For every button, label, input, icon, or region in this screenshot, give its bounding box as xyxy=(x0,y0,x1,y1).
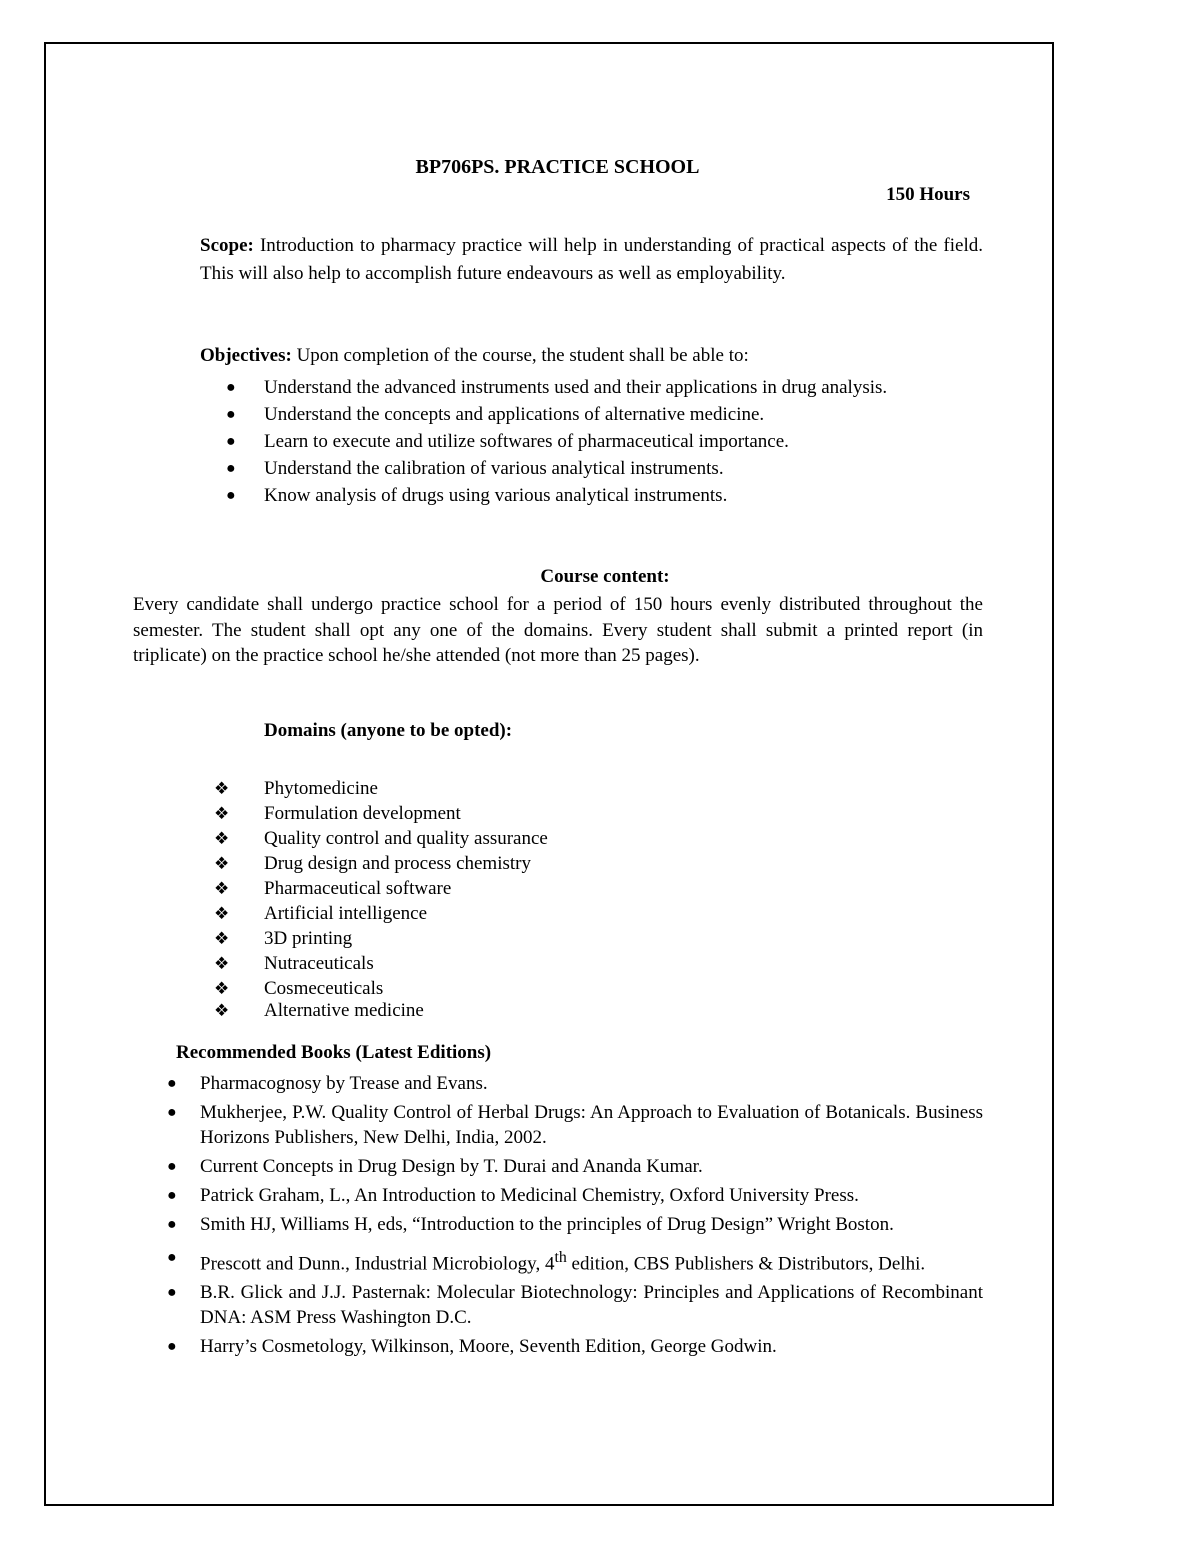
objectives-list xyxy=(226,375,983,510)
list-item: ● Learn to execute and utilize softwares of pharmaceutical importance. xyxy=(226,431,789,452)
scope-label: Scope: xyxy=(200,235,254,256)
course-title: BP706PS. PRACTICE SCHOOL xyxy=(415,156,700,178)
diamond-bullet-icon: ❖ xyxy=(214,854,230,873)
list-item: ● B.R. Glick and J.J. Pasternak: Molecular Biotechnology: Principles and Applications of Recombinant DNA: ASM Press Washington D.C. xyxy=(167,1282,983,1329)
bullet-icon: ● xyxy=(167,1216,177,1233)
domains-list xyxy=(214,776,764,1021)
bullet-icon: ● xyxy=(226,460,236,477)
scope-paragraph xyxy=(200,232,983,288)
diamond-bullet-icon: ❖ xyxy=(214,904,230,923)
list-item: ● Understand the advanced instruments used and their applications in drug analysis. xyxy=(226,377,888,398)
list-item: ● Smith HJ, Williams H, eds, “Introduction to the principles of Drug Design” Wright Boston. xyxy=(167,1214,894,1235)
bullet-icon: ● xyxy=(167,1075,177,1092)
diamond-bullet-icon: ❖ xyxy=(214,779,230,798)
diamond-bullet-icon: ❖ xyxy=(214,804,230,823)
list-item: ❖ Artificial intelligence xyxy=(214,903,428,924)
objectives-intro: Upon completion of the course, the student shall be able to: xyxy=(291,345,749,366)
diamond-bullet-icon: ❖ xyxy=(214,954,230,973)
list-item: ● Harry’s Cosmetology, Wilkinson, Moore, Seventh Edition, George Godwin. xyxy=(167,1336,777,1358)
diamond-bullet-icon: ❖ xyxy=(214,829,230,848)
course-content-heading: Course content: xyxy=(540,566,670,587)
diamond-bullet-icon: ❖ xyxy=(214,979,230,998)
superscript: th xyxy=(554,1249,567,1266)
list-item: ❖ Cosmeceuticals xyxy=(214,978,384,999)
diamond-bullet-icon: ❖ xyxy=(214,929,230,948)
list-item: ● Know analysis of drugs using various analytical instruments. xyxy=(226,485,728,506)
bullet-icon: ● xyxy=(226,379,236,396)
course-content-paragraph: Every candidate shall undergo practice school for a period of 150 hours evenly distributed throughout the semester. The student shall opt any one of the domains. Every student shall submit a printed report (in triplicate) on the practice school he/she attended (not more than 25 pages). xyxy=(133,594,983,666)
bullet-icon: ● xyxy=(167,1284,177,1302)
list-item: ● Understand the calibration of various analytical instruments. xyxy=(226,458,724,479)
list-item: ❖ Drug design and process chemistry xyxy=(214,853,531,874)
recommended-books-heading: Recommended Books (Latest Editions) xyxy=(176,1042,492,1063)
list-item: ● Prescott and Dunn., Industrial Microbiology, 4th edition, CBS Publishers & Distributors, Delhi. xyxy=(200,1245,983,1276)
list-item: ❖ 3D printing xyxy=(214,928,353,949)
list-item: ● Current Concepts in Drug Design by T. Durai and Ananda Kumar. xyxy=(167,1156,703,1177)
diamond-bullet-icon: ❖ xyxy=(214,1001,230,1020)
bullet-icon: ● xyxy=(167,1158,177,1175)
list-item: ● Pharmacognosy by Trease and Evans. xyxy=(167,1073,488,1094)
bullet-icon: ● xyxy=(167,1104,177,1121)
bullet-icon: ● xyxy=(226,406,236,423)
objectives-label: Objectives: xyxy=(200,345,292,366)
bullet-icon: ● xyxy=(167,1338,177,1356)
list-item: ● Mukherjee, P.W. Quality Control of Herbal Drugs: An Approach to Evaluation of Botanicals. Business Horizons Publishers, New Delhi, India, 2002. xyxy=(167,1102,983,1148)
bullet-icon: ● xyxy=(167,1187,177,1204)
bullet-icon: ● xyxy=(226,487,236,504)
list-item: ❖ Formulation development xyxy=(214,803,461,824)
objectives-paragraph xyxy=(200,342,983,370)
list-item: ❖ Quality control and quality assurance xyxy=(214,828,548,849)
scope-text: Introduction to pharmacy practice will help in understanding of practical aspects of the field. This will also help to accomplish future endeavours as well as employability. xyxy=(200,235,983,284)
bullet-icon: ● xyxy=(226,433,236,450)
domains-heading: Domains (anyone to be opted): xyxy=(264,720,513,741)
recommended-books-list xyxy=(167,1071,983,1363)
list-item: ● Patrick Graham, L., An Introduction to Medicinal Chemistry, Oxford University Press. xyxy=(167,1185,859,1206)
diamond-bullet-icon: ❖ xyxy=(214,879,230,898)
list-item: ❖ Alternative medicine xyxy=(214,1000,424,1021)
list-item: ● Understand the concepts and applications of alternative medicine. xyxy=(226,404,765,425)
list-item: ❖ Pharmaceutical software xyxy=(214,878,452,899)
bullet-icon: ● xyxy=(167,1249,177,1266)
course-hours: 150 Hours xyxy=(886,184,970,205)
list-item: ❖ Nutraceuticals xyxy=(214,953,374,974)
list-item: ❖ Phytomedicine xyxy=(214,778,378,799)
